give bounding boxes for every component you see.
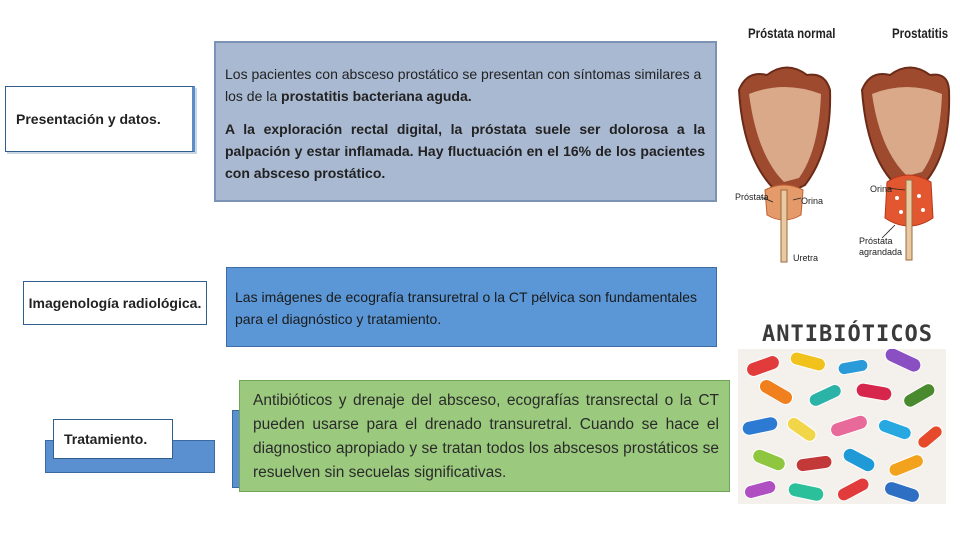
title-prostatitis: Prostatitis (892, 25, 949, 41)
prostate-illustration (727, 20, 952, 270)
label-prostata: Próstata (735, 192, 769, 202)
label-uretra: Uretra (793, 253, 819, 263)
label-imagenologia-text: Imagenología radiológica. (28, 295, 202, 311)
label-tratamiento-text: Tratamiento. (64, 431, 148, 447)
label-agrandada-1: Próstata (859, 236, 893, 246)
prostate-drawing (727, 20, 952, 270)
treatment-panel (239, 380, 730, 492)
label-presentacion (5, 86, 195, 152)
presentation-paragraph-1-bold: prostatitis bacteriana aguda. (281, 88, 472, 104)
antibioticos-title: ANTIBIÓTICOS (762, 322, 933, 347)
label-agrandada-2: agrandada (859, 247, 903, 257)
treatment-text: Antibióticos y drenaje del absceso, ecografías transrectal o la CT pueden usarse para el drenado transuretral. Cuando se hace el diagnostico apropiado y se tratan todos los abscesos prostáticos se resuelven sin secuelas significativas. (253, 392, 719, 481)
pills-drawing (738, 349, 946, 504)
title-prostata-normal: Próstata normal (748, 25, 836, 41)
label-tratamiento (53, 419, 173, 459)
presentation-panel (214, 41, 717, 202)
presentation-paragraph-1-text: Los pacientes con absceso prostático se presentan con síntomas similares a los de la (225, 66, 702, 104)
presentation-paragraph-1 (225, 63, 705, 107)
label-orina-right: Orina (870, 184, 893, 194)
label-orina-left: Orina (801, 196, 824, 206)
pills-image (738, 349, 946, 504)
presentation-paragraph-2: A la exploración rectal digital, la próstata suele ser dolorosa a la palpación y estar inflamada. Hay fluctuación en el 16% de los pacientes con absceso prostático. (225, 121, 705, 181)
imaging-panel (226, 267, 717, 347)
label-presentacion-text: Presentación y datos. (16, 111, 161, 127)
label-imagenologia (23, 281, 207, 325)
imaging-text: Las imágenes de ecografía transuretral o la CT pélvica son fundamentales para el diagnóstico y tratamiento. (235, 289, 698, 327)
